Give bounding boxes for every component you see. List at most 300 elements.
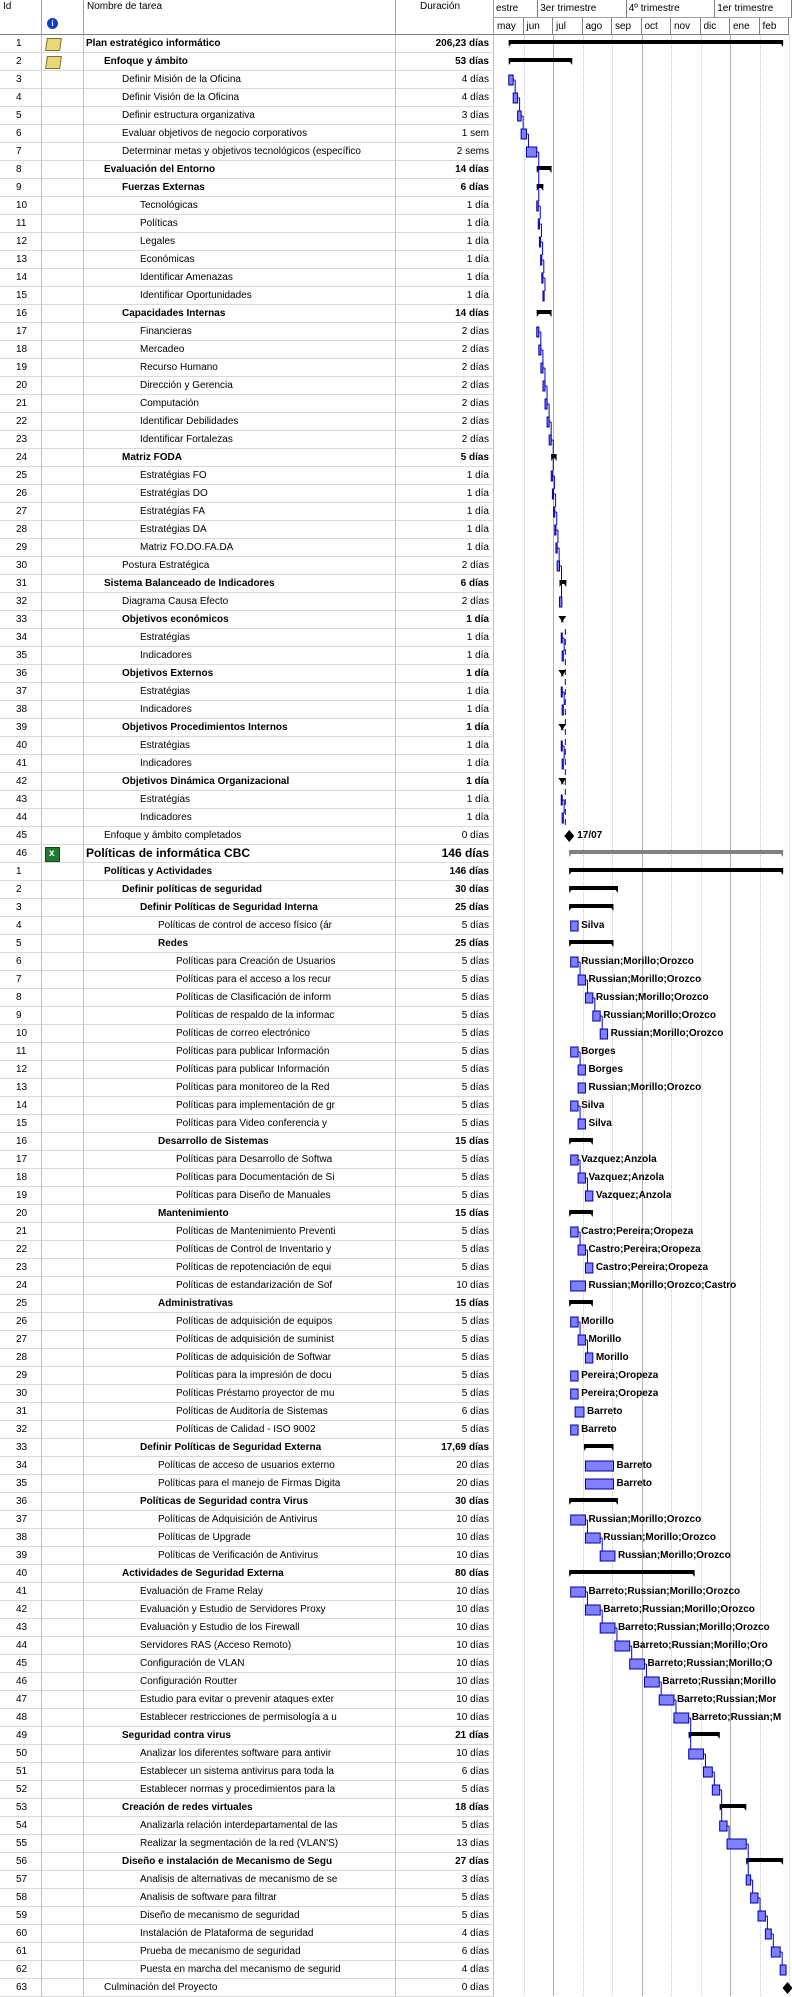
task-name[interactable]: Identificar Debilidades <box>84 413 396 431</box>
task-row[interactable] <box>0 1385 494 1403</box>
task-row[interactable] <box>0 971 494 989</box>
task-row[interactable] <box>0 1079 494 1097</box>
task-name[interactable]: Económicas <box>84 251 396 269</box>
task-bar[interactable] <box>615 1641 630 1651</box>
task-name[interactable]: Políticas de informática CBC <box>84 845 396 863</box>
task-row[interactable] <box>0 1115 494 1133</box>
task-duration[interactable]: 5 días <box>396 1331 494 1349</box>
task-bar[interactable] <box>578 1335 585 1345</box>
project-summary-bar[interactable] <box>569 850 783 854</box>
task-bar[interactable] <box>557 561 559 571</box>
task-bar[interactable] <box>575 1407 584 1417</box>
task-duration[interactable]: 2 sems <box>396 143 494 161</box>
task-bar[interactable] <box>593 1011 600 1021</box>
task-name[interactable]: Objetivos Procedimientos Internos <box>84 719 396 737</box>
task-row[interactable] <box>0 773 494 791</box>
task-name[interactable]: Evaluación y Estudio de Servidores Proxy <box>84 1601 396 1619</box>
task-duration[interactable]: 4 días <box>396 1961 494 1979</box>
task-bar[interactable] <box>600 1623 615 1633</box>
task-bar[interactable] <box>571 1227 578 1237</box>
task-bar[interactable] <box>571 1101 578 1111</box>
task-bar[interactable] <box>539 345 541 355</box>
task-duration[interactable]: 5 días <box>396 1817 494 1835</box>
task-bar[interactable] <box>561 795 562 805</box>
task-row[interactable] <box>0 1439 494 1457</box>
task-duration[interactable]: 2 días <box>396 395 494 413</box>
task-duration[interactable]: 6 días <box>396 575 494 593</box>
task-row[interactable] <box>0 1781 494 1799</box>
task-duration[interactable]: 13 días <box>396 1835 494 1853</box>
task-duration[interactable]: 10 días <box>396 1583 494 1601</box>
task-name[interactable]: Realizar la segmentación de la red (VLAN'S) <box>84 1835 396 1853</box>
task-bar[interactable] <box>561 633 562 643</box>
column-header-indicators[interactable] <box>42 0 84 35</box>
task-name[interactable]: Estratégias DA <box>84 521 396 539</box>
task-duration[interactable]: 6 días <box>396 1403 494 1421</box>
task-row[interactable] <box>0 359 494 377</box>
task-duration[interactable]: 146 días <box>396 863 494 881</box>
task-duration[interactable]: 2 días <box>396 341 494 359</box>
task-name[interactable]: Políticas de Seguridad contra Virus <box>84 1493 396 1511</box>
task-name[interactable]: Postura Estratégica <box>84 557 396 575</box>
task-row[interactable] <box>0 539 494 557</box>
task-bar[interactable] <box>578 1119 585 1129</box>
task-duration[interactable]: 1 día <box>396 521 494 539</box>
task-bar[interactable] <box>751 1893 758 1903</box>
task-name[interactable]: Políticas para Video conferencia y <box>84 1115 396 1133</box>
task-duration[interactable]: 1 día <box>396 485 494 503</box>
task-name[interactable]: Políticas de adquisición de suminist <box>84 1331 396 1349</box>
task-row[interactable] <box>0 305 494 323</box>
task-name[interactable]: Identificar Amenazas <box>84 269 396 287</box>
task-duration[interactable]: 2 días <box>396 557 494 575</box>
task-name[interactable]: Establecer restricciones de permisología a u <box>84 1709 396 1727</box>
task-duration[interactable]: 0 días <box>396 1979 494 1997</box>
task-bar[interactable] <box>780 1965 786 1975</box>
task-duration[interactable]: 1 día <box>396 665 494 683</box>
task-duration[interactable]: 146 días <box>396 845 494 863</box>
task-duration[interactable]: 1 día <box>396 197 494 215</box>
task-duration[interactable]: 5 días <box>396 953 494 971</box>
task-row[interactable] <box>0 1799 494 1817</box>
task-row[interactable] <box>0 251 494 269</box>
task-duration[interactable]: 1 día <box>396 269 494 287</box>
task-row[interactable] <box>0 1061 494 1079</box>
task-bar[interactable] <box>562 705 563 715</box>
task-bar[interactable] <box>571 1047 578 1057</box>
task-row[interactable] <box>0 323 494 341</box>
note-icon[interactable] <box>45 56 62 69</box>
task-duration[interactable]: 5 días <box>396 1151 494 1169</box>
task-row[interactable] <box>0 341 494 359</box>
task-name[interactable]: Políticas de adquisición de equipos <box>84 1313 396 1331</box>
task-name[interactable]: Políticas de control de acceso físico (ár <box>84 917 396 935</box>
task-duration[interactable]: 14 días <box>396 161 494 179</box>
task-name[interactable]: Políticas de Control de Inventario y <box>84 1241 396 1259</box>
task-row[interactable] <box>0 827 494 845</box>
task-name[interactable]: Administrativas <box>84 1295 396 1313</box>
task-duration[interactable]: 5 días <box>396 1097 494 1115</box>
task-row[interactable] <box>0 1187 494 1205</box>
task-name[interactable]: Computación <box>84 395 396 413</box>
task-duration[interactable]: 1 día <box>396 719 494 737</box>
task-name[interactable]: Estratégias <box>84 791 396 809</box>
task-name[interactable]: Definir Políticas de Seguridad Interna <box>84 899 396 917</box>
task-duration[interactable]: 5 días <box>396 449 494 467</box>
task-row[interactable] <box>0 215 494 233</box>
task-row[interactable] <box>0 863 494 881</box>
task-bar[interactable] <box>571 1515 586 1525</box>
task-duration[interactable]: 5 días <box>396 1907 494 1925</box>
task-row[interactable] <box>0 1043 494 1061</box>
task-name[interactable]: Prueba de mecanismo de seguridad <box>84 1943 396 1961</box>
task-name[interactable]: Políticas para Desarrollo de Softwa <box>84 1151 396 1169</box>
task-bar[interactable] <box>578 1173 585 1183</box>
task-duration[interactable]: 206,23 días <box>396 35 494 53</box>
task-row[interactable] <box>0 1745 494 1763</box>
task-bar[interactable] <box>571 1317 578 1327</box>
task-duration[interactable]: 10 días <box>396 1547 494 1565</box>
task-row[interactable] <box>0 989 494 1007</box>
task-row[interactable] <box>0 1619 494 1637</box>
task-name[interactable]: Enfoque y ámbito completados <box>84 827 396 845</box>
task-bar[interactable] <box>562 651 563 661</box>
task-bar[interactable] <box>771 1947 780 1957</box>
task-bar[interactable] <box>518 111 522 121</box>
task-duration[interactable]: 10 días <box>396 1655 494 1673</box>
task-duration[interactable]: 10 días <box>396 1745 494 1763</box>
task-bar[interactable] <box>561 741 562 751</box>
task-bar[interactable] <box>571 1371 578 1381</box>
task-name[interactable]: Estratégias <box>84 683 396 701</box>
task-row[interactable] <box>0 791 494 809</box>
task-duration[interactable]: 30 días <box>396 881 494 899</box>
task-row[interactable] <box>0 1205 494 1223</box>
task-bar[interactable] <box>543 381 545 391</box>
task-name[interactable]: Definir Visión de la Oficina <box>84 89 396 107</box>
task-row[interactable] <box>0 755 494 773</box>
task-row[interactable] <box>0 1025 494 1043</box>
task-bar[interactable] <box>556 543 557 553</box>
task-row[interactable] <box>0 629 494 647</box>
task-bar[interactable] <box>561 687 562 697</box>
task-duration[interactable]: 1 día <box>396 251 494 269</box>
task-row[interactable] <box>0 1817 494 1835</box>
column-header-task-name[interactable]: Nombre de tarea <box>84 0 396 35</box>
task-bar[interactable] <box>571 957 578 967</box>
task-bar[interactable] <box>746 1875 750 1885</box>
task-row[interactable] <box>0 881 494 899</box>
task-row[interactable] <box>0 1007 494 1025</box>
task-name[interactable]: Políticas para publicar Información <box>84 1061 396 1079</box>
task-name[interactable]: Fuerzas Externas <box>84 179 396 197</box>
task-bar[interactable] <box>537 201 538 211</box>
task-name[interactable]: Evaluación y Estudio de los Firewall <box>84 1619 396 1637</box>
task-bar[interactable] <box>585 1191 592 1201</box>
task-duration[interactable]: 5 días <box>396 1349 494 1367</box>
task-bar[interactable] <box>571 1389 578 1399</box>
task-name[interactable]: Mercadeo <box>84 341 396 359</box>
task-duration[interactable]: 2 días <box>396 377 494 395</box>
task-bar[interactable] <box>562 813 563 823</box>
task-bar[interactable] <box>585 1353 592 1363</box>
task-duration[interactable]: 5 días <box>396 1421 494 1439</box>
task-name[interactable]: Analisis de alternativas de mecanismo de se <box>84 1871 396 1889</box>
task-row[interactable] <box>0 1331 494 1349</box>
task-row[interactable] <box>0 1709 494 1727</box>
task-bar[interactable] <box>765 1929 771 1939</box>
task-name[interactable]: Analizarla relación interdepartamental de las <box>84 1817 396 1835</box>
task-duration[interactable]: 3 días <box>396 107 494 125</box>
task-name[interactable]: Definir Misión de la Oficina <box>84 71 396 89</box>
task-duration[interactable]: 27 días <box>396 1853 494 1871</box>
task-row[interactable] <box>0 1493 494 1511</box>
task-row[interactable] <box>0 1529 494 1547</box>
task-row[interactable] <box>0 1889 494 1907</box>
task-duration[interactable]: 5 días <box>396 1781 494 1799</box>
task-duration[interactable]: 5 días <box>396 1385 494 1403</box>
task-duration[interactable]: 1 día <box>396 647 494 665</box>
task-row[interactable] <box>0 1313 494 1331</box>
task-bar[interactable] <box>543 291 544 301</box>
task-duration[interactable]: 5 días <box>396 1367 494 1385</box>
task-row[interactable] <box>0 35 494 53</box>
task-bar[interactable] <box>578 1083 585 1093</box>
task-row[interactable] <box>0 269 494 287</box>
task-name[interactable]: Configuración de VLAN <box>84 1655 396 1673</box>
task-bar[interactable] <box>549 435 551 445</box>
task-duration[interactable]: 1 día <box>396 683 494 701</box>
summary-bar[interactable] <box>689 1732 720 1736</box>
summary-bar[interactable] <box>569 904 613 908</box>
task-name[interactable]: Creación de redes virtuales <box>84 1799 396 1817</box>
task-name[interactable]: Objetivos Externos <box>84 665 396 683</box>
summary-bar[interactable] <box>509 58 572 62</box>
summary-bar[interactable] <box>569 1498 618 1502</box>
task-row[interactable] <box>0 197 494 215</box>
task-name[interactable]: Objetivos económicos <box>84 611 396 629</box>
task-duration[interactable]: 5 días <box>396 917 494 935</box>
task-duration[interactable]: 2 días <box>396 413 494 431</box>
task-row[interactable] <box>0 1475 494 1493</box>
task-name[interactable]: Establecer un sistema antivirus para toda la <box>84 1763 396 1781</box>
task-row[interactable] <box>0 737 494 755</box>
task-duration[interactable]: 5 días <box>396 1889 494 1907</box>
task-duration[interactable]: 21 días <box>396 1727 494 1745</box>
task-duration[interactable]: 5 días <box>396 1079 494 1097</box>
task-name[interactable]: Políticas para la impresión de docu <box>84 1367 396 1385</box>
task-name[interactable]: Analizar los diferentes software para antivir <box>84 1745 396 1763</box>
task-row[interactable] <box>0 611 494 629</box>
task-name[interactable]: Identificar Fortalezas <box>84 431 396 449</box>
task-duration[interactable]: 53 días <box>396 53 494 71</box>
task-name[interactable]: Políticas de Mantenimiento Preventi <box>84 1223 396 1241</box>
task-bar[interactable] <box>513 93 517 103</box>
task-row[interactable] <box>0 143 494 161</box>
task-bar[interactable] <box>554 507 555 517</box>
task-row[interactable] <box>0 1763 494 1781</box>
task-name[interactable]: Políticas para el acceso a los recur <box>84 971 396 989</box>
task-row[interactable] <box>0 719 494 737</box>
task-name[interactable]: Políticas de respaldo de la informac <box>84 1007 396 1025</box>
task-row[interactable] <box>0 1511 494 1529</box>
task-row[interactable] <box>0 107 494 125</box>
task-name[interactable]: Políticas para implementación de gr <box>84 1097 396 1115</box>
task-duration[interactable]: 5 días <box>396 1313 494 1331</box>
task-name[interactable]: Políticas de correo electrónico <box>84 1025 396 1043</box>
task-bar[interactable] <box>727 1839 746 1849</box>
task-duration[interactable]: 1 día <box>396 215 494 233</box>
task-bar[interactable] <box>578 975 585 985</box>
task-name[interactable]: Políticas para Documentación de Si <box>84 1169 396 1187</box>
task-duration[interactable]: 5 días <box>396 989 494 1007</box>
task-bar[interactable] <box>555 525 556 535</box>
task-row[interactable] <box>0 935 494 953</box>
task-bar[interactable] <box>758 1911 765 1921</box>
task-row[interactable] <box>0 1961 494 1979</box>
task-duration[interactable]: 5 días <box>396 1241 494 1259</box>
task-bar[interactable] <box>571 1281 586 1291</box>
task-bar[interactable] <box>552 489 553 499</box>
task-name[interactable]: Indicadores <box>84 809 396 827</box>
task-row[interactable] <box>0 1637 494 1655</box>
task-row[interactable] <box>0 413 494 431</box>
task-bar[interactable] <box>578 1245 585 1255</box>
task-row[interactable] <box>0 161 494 179</box>
task-duration[interactable]: 1 día <box>396 611 494 629</box>
task-row[interactable] <box>0 395 494 413</box>
task-duration[interactable]: 2 días <box>396 431 494 449</box>
task-name[interactable]: Evaluación del Entorno <box>84 161 396 179</box>
task-row[interactable] <box>0 1295 494 1313</box>
task-name[interactable]: Estratégias <box>84 629 396 647</box>
task-duration[interactable]: 10 días <box>396 1277 494 1295</box>
task-duration[interactable]: 18 días <box>396 1799 494 1817</box>
task-name[interactable]: Indicadores <box>84 647 396 665</box>
task-row[interactable] <box>0 1943 494 1961</box>
task-bar[interactable] <box>547 417 549 427</box>
task-bar[interactable] <box>562 759 563 769</box>
task-name[interactable]: Diseño e instalación de Mecanismo de Segu <box>84 1853 396 1871</box>
task-duration[interactable]: 2 días <box>396 593 494 611</box>
task-row[interactable] <box>0 1673 494 1691</box>
task-name[interactable]: Legales <box>84 233 396 251</box>
task-name[interactable]: Puesta en marcha del mecanismo de segurid <box>84 1961 396 1979</box>
summary-bar[interactable] <box>569 940 613 944</box>
task-bar[interactable] <box>600 1551 615 1561</box>
task-name[interactable]: Políticas de Verificación de Antivirus <box>84 1547 396 1565</box>
task-bar[interactable] <box>542 273 543 283</box>
task-row[interactable] <box>0 1907 494 1925</box>
task-duration[interactable]: 5 días <box>396 1043 494 1061</box>
task-name[interactable]: Recurso Humano <box>84 359 396 377</box>
task-name[interactable]: Matriz FODA <box>84 449 396 467</box>
task-bar[interactable] <box>541 363 543 373</box>
task-name[interactable]: Políticas para publicar Información <box>84 1043 396 1061</box>
task-row[interactable] <box>0 1367 494 1385</box>
task-row[interactable] <box>0 1547 494 1565</box>
task-duration[interactable]: 5 días <box>396 1061 494 1079</box>
task-row[interactable] <box>0 431 494 449</box>
task-duration[interactable]: 10 días <box>396 1709 494 1727</box>
task-duration[interactable]: 1 día <box>396 773 494 791</box>
task-bar[interactable] <box>585 1533 600 1543</box>
task-row[interactable] <box>0 809 494 827</box>
task-name[interactable]: Políticas de Calidad - ISO 9002 <box>84 1421 396 1439</box>
task-name[interactable]: Actividades de Seguridad Externa <box>84 1565 396 1583</box>
task-row[interactable] <box>0 1169 494 1187</box>
task-duration[interactable]: 10 días <box>396 1637 494 1655</box>
task-row[interactable] <box>0 287 494 305</box>
task-name[interactable]: Políticas de repotenciación de equi <box>84 1259 396 1277</box>
task-duration[interactable]: 17,69 días <box>396 1439 494 1457</box>
task-row[interactable] <box>0 233 494 251</box>
task-name[interactable]: Definir estructura organizativa <box>84 107 396 125</box>
task-duration[interactable]: 1 día <box>396 809 494 827</box>
task-row[interactable] <box>0 647 494 665</box>
task-bar[interactable] <box>521 129 526 139</box>
task-duration[interactable]: 2 días <box>396 323 494 341</box>
task-duration[interactable]: 1 día <box>396 467 494 485</box>
summary-bar[interactable] <box>569 886 618 890</box>
task-duration[interactable]: 1 día <box>396 701 494 719</box>
task-name[interactable]: Desarrollo de Sistemas <box>84 1133 396 1151</box>
task-row[interactable] <box>0 1835 494 1853</box>
task-duration[interactable]: 2 días <box>396 359 494 377</box>
task-bar[interactable] <box>578 1065 585 1075</box>
task-duration[interactable]: 5 días <box>396 1223 494 1241</box>
task-name[interactable]: Políticas para monitoreo de la Red <box>84 1079 396 1097</box>
task-name[interactable]: Indicadores <box>84 701 396 719</box>
note-icon[interactable] <box>45 38 62 51</box>
task-row[interactable] <box>0 953 494 971</box>
task-bar[interactable] <box>712 1785 719 1795</box>
task-row[interactable] <box>0 503 494 521</box>
task-name[interactable]: Estudio para evitar o prevenir ataques exter <box>84 1691 396 1709</box>
task-row[interactable] <box>0 1691 494 1709</box>
task-duration[interactable]: 10 días <box>396 1673 494 1691</box>
summary-bar[interactable] <box>746 1858 783 1862</box>
task-row[interactable] <box>0 1133 494 1151</box>
task-bar[interactable] <box>630 1659 645 1669</box>
task-name[interactable]: Tecnológicas <box>84 197 396 215</box>
task-name[interactable]: Políticas de Clasificación de inform <box>84 989 396 1007</box>
task-duration[interactable]: 0 días <box>396 827 494 845</box>
task-name[interactable]: Estratégias DO <box>84 485 396 503</box>
task-row[interactable] <box>0 125 494 143</box>
task-name[interactable]: Evaluar objetivos de negocio corporativos <box>84 125 396 143</box>
inserted-project-icon[interactable] <box>45 847 60 862</box>
task-duration[interactable]: 30 días <box>396 1493 494 1511</box>
task-duration[interactable]: 1 día <box>396 755 494 773</box>
task-row[interactable] <box>0 1979 494 1997</box>
column-header-id[interactable]: Id <box>0 0 42 35</box>
task-name[interactable]: Políticas para Creación de Usuarios <box>84 953 396 971</box>
task-duration[interactable]: 5 días <box>396 971 494 989</box>
task-name[interactable]: Plan estratégico informático <box>84 35 396 53</box>
task-row[interactable] <box>0 1241 494 1259</box>
task-name[interactable]: Culminación del Proyecto <box>84 1979 396 1997</box>
task-row[interactable] <box>0 1565 494 1583</box>
task-name[interactable]: Políticas para Diseño de Manuales <box>84 1187 396 1205</box>
task-bar[interactable] <box>551 471 552 481</box>
task-row[interactable] <box>0 845 494 863</box>
task-name[interactable]: Diagrama Causa Efecto <box>84 593 396 611</box>
task-row[interactable] <box>0 1349 494 1367</box>
task-bar[interactable] <box>571 1587 586 1597</box>
task-row[interactable] <box>0 1259 494 1277</box>
task-row[interactable] <box>0 449 494 467</box>
